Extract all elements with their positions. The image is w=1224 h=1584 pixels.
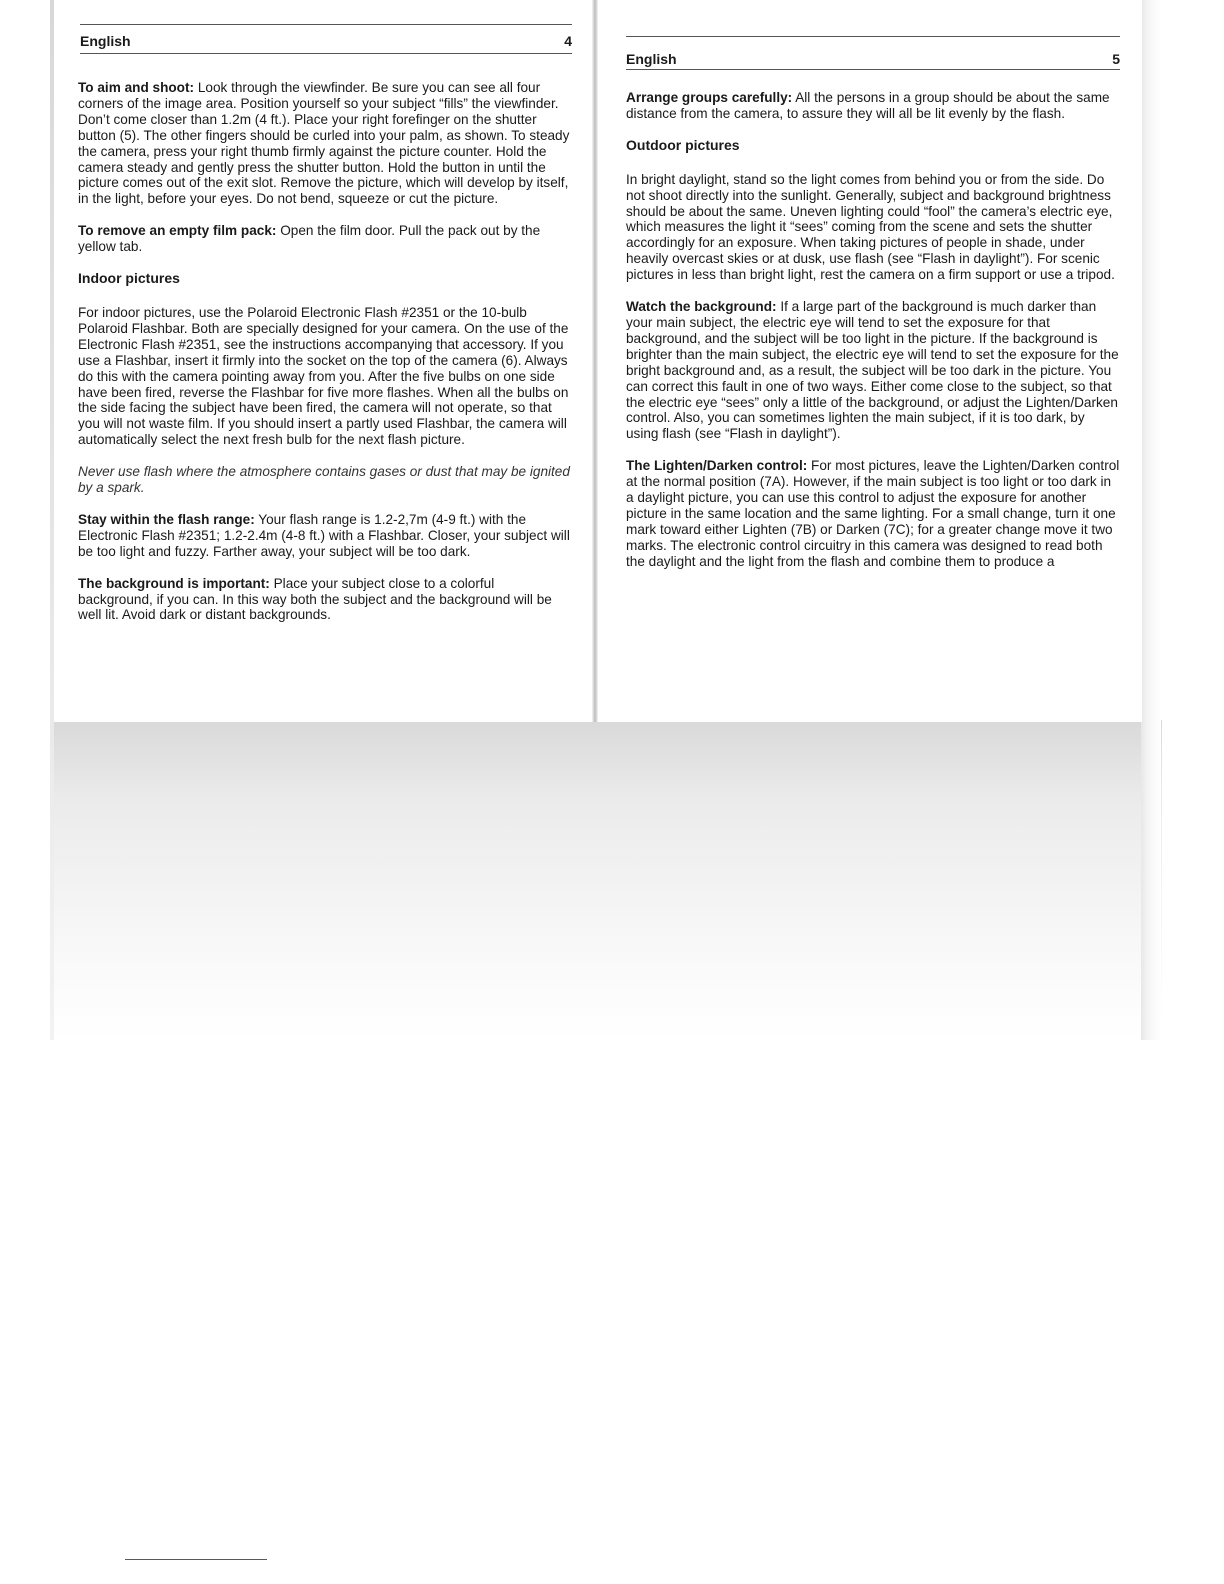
section-indoor: For indoor pictures, use the Polaroid Electronic Flash #2351 or the 10-bulb Polaroid Flashbar. Both are specially designed for your camera. On the use of the Electronic Flash #2351, see the instructions accompanying that accessory. If you use a Flashbar, insert it firmly into the socket on the top of the camera (6). Always do this with the camera pointing away from you. After the five bulbs on one side have been fired, reverse the Flashbar for five more flashes. When all the bulbs on the side facing the subject have been fired, the camera will not operate, so that you will not waste film. If you should insert a partly used Flashbar, the camera will automatically select the next fresh bulb for the next flash picture.: [78, 304, 569, 448]
section-text: Open the film door. Pull the pack out by the yellow tab.: [78, 223, 541, 255]
section-outdoor: In bright daylight, stand so the light comes from behind you or from the side. Do not shoot directly into the sunlight. Generally, subject and background brightness should be about the same. Uneven lighting could “fool” the camera’s electric eye, which measures the light it “sees” coming from the scene and sets the shutter accordingly for an exposure. When taking pictures of people in shade, under heavily overcast skies or at dusk, use flash (see “Flash in daylight”). For scenic pictures in less than bright light, rest the camera on a firm support or use a tripod.: [626, 171, 1115, 283]
page-number: 4: [564, 33, 572, 49]
page-header: [80, 24, 572, 54]
page-header: [626, 36, 1120, 70]
section-lead: Arrange groups carefully:: [626, 90, 793, 105]
page-body: [78, 80, 572, 639]
section-text: For most pictures, leave the Lighten/Darken control at the normal position (7A). However, if the main subject is too light or too dark in a daylight picture, you can use this control to adjust the exposure for another picture in the same location and the same lighting. For a small change, turn it one mark toward either Lighten (7B) or Darken (7C); for a greater change move it two marks. The electronic control circuitry in this camera was designed to read both the daylight and the light from the flash and combine them to produce a: [626, 458, 1120, 569]
page-number: 5: [1112, 51, 1120, 67]
section-flash-range: [78, 512, 572, 560]
footer-rule: [125, 1559, 267, 1560]
section-text: If a large part of the background is much darker than your main subject, the electric eye will tend to set the exposure for that background, and the subject will be too light in the picture. If the background is brighter than the main subject, the electric eye will tend to set the exposure for the bright background and, as a result, the subject will be too dark in the picture. You can correct this fault in one of two ways. Either come close to the subject, so that the electric eye “sees” only a little of the background, or adjust the Lighten/Darken control. Also, you can sometimes lighten the main subject, if it is too dark, by using flash (see “Flash in daylight”).: [626, 299, 1119, 442]
section-remove-film-pack: [78, 223, 572, 255]
section-lead: To aim and shoot:: [78, 80, 195, 95]
section-lead: The background is important:: [78, 575, 270, 591]
section-text: Place your subject close to a colorful background, if you can. In this way both the subject and the background will be well lit. Avoid dark or distant backgrounds.: [78, 575, 552, 623]
section-lead: Watch the background:: [626, 299, 777, 315]
section-lighten-darken: [626, 458, 1120, 569]
page-body: [626, 90, 1120, 586]
section-lead: To remove an empty film pack:: [78, 223, 277, 239]
left-page: [54, 0, 592, 722]
section-text: Look through the viewfinder. Be sure you can see all four corners of the image area. Position yourself so your subject “fills” the viewfinder. Don’t come closer than 1.2m (4 ft.). Place your right forefinger on the shutter button (5). The other fingers should be curled into your palm, as shown. To steady the camera, press your right thumb firmly against the picture counter. Hold the camera steady and gently press the shutter button. Hold the button in until the picture comes out of the exit slot. Remove the picture, which will develop by itself, in the light, before your eyes. Do not bend, squeeze or cut the picture.: [78, 80, 570, 207]
header-language: English: [80, 33, 131, 49]
scan-edge-right: [1141, 0, 1161, 1040]
heading-outdoor-pictures: Outdoor pictures: [626, 136, 740, 153]
scan-shadow-bottom: [52, 720, 1162, 1040]
flash-warning: Never use flash where the atmosphere contains gases or dust that may be ignited by a spark.: [78, 464, 570, 496]
section-background: [78, 576, 572, 624]
section-watch-background: [626, 299, 1120, 442]
section-lead: The Lighten/Darken control:: [626, 458, 808, 474]
header-language: English: [626, 51, 677, 67]
section-arrange-groups: [626, 90, 1120, 122]
section-text: Your flash range is 1.2-2,7m (4-9 ft.) with the Electronic Flash #2351; 1.2-2.4m (4-8 ft.) with a Flashbar. Closer, your subject will be too light and fuzzy. Farther away, your subject will be too dark.: [78, 511, 570, 559]
section-aim-and-shoot: [78, 80, 572, 207]
section-text: All the persons in a group should be about the same distance from the camera, to assure they will all be lit evenly by the flash.: [626, 90, 1110, 121]
heading-indoor-pictures: Indoor pictures: [78, 270, 180, 287]
right-page: [598, 0, 1142, 722]
section-lead: Stay within the flash range:: [78, 511, 255, 527]
